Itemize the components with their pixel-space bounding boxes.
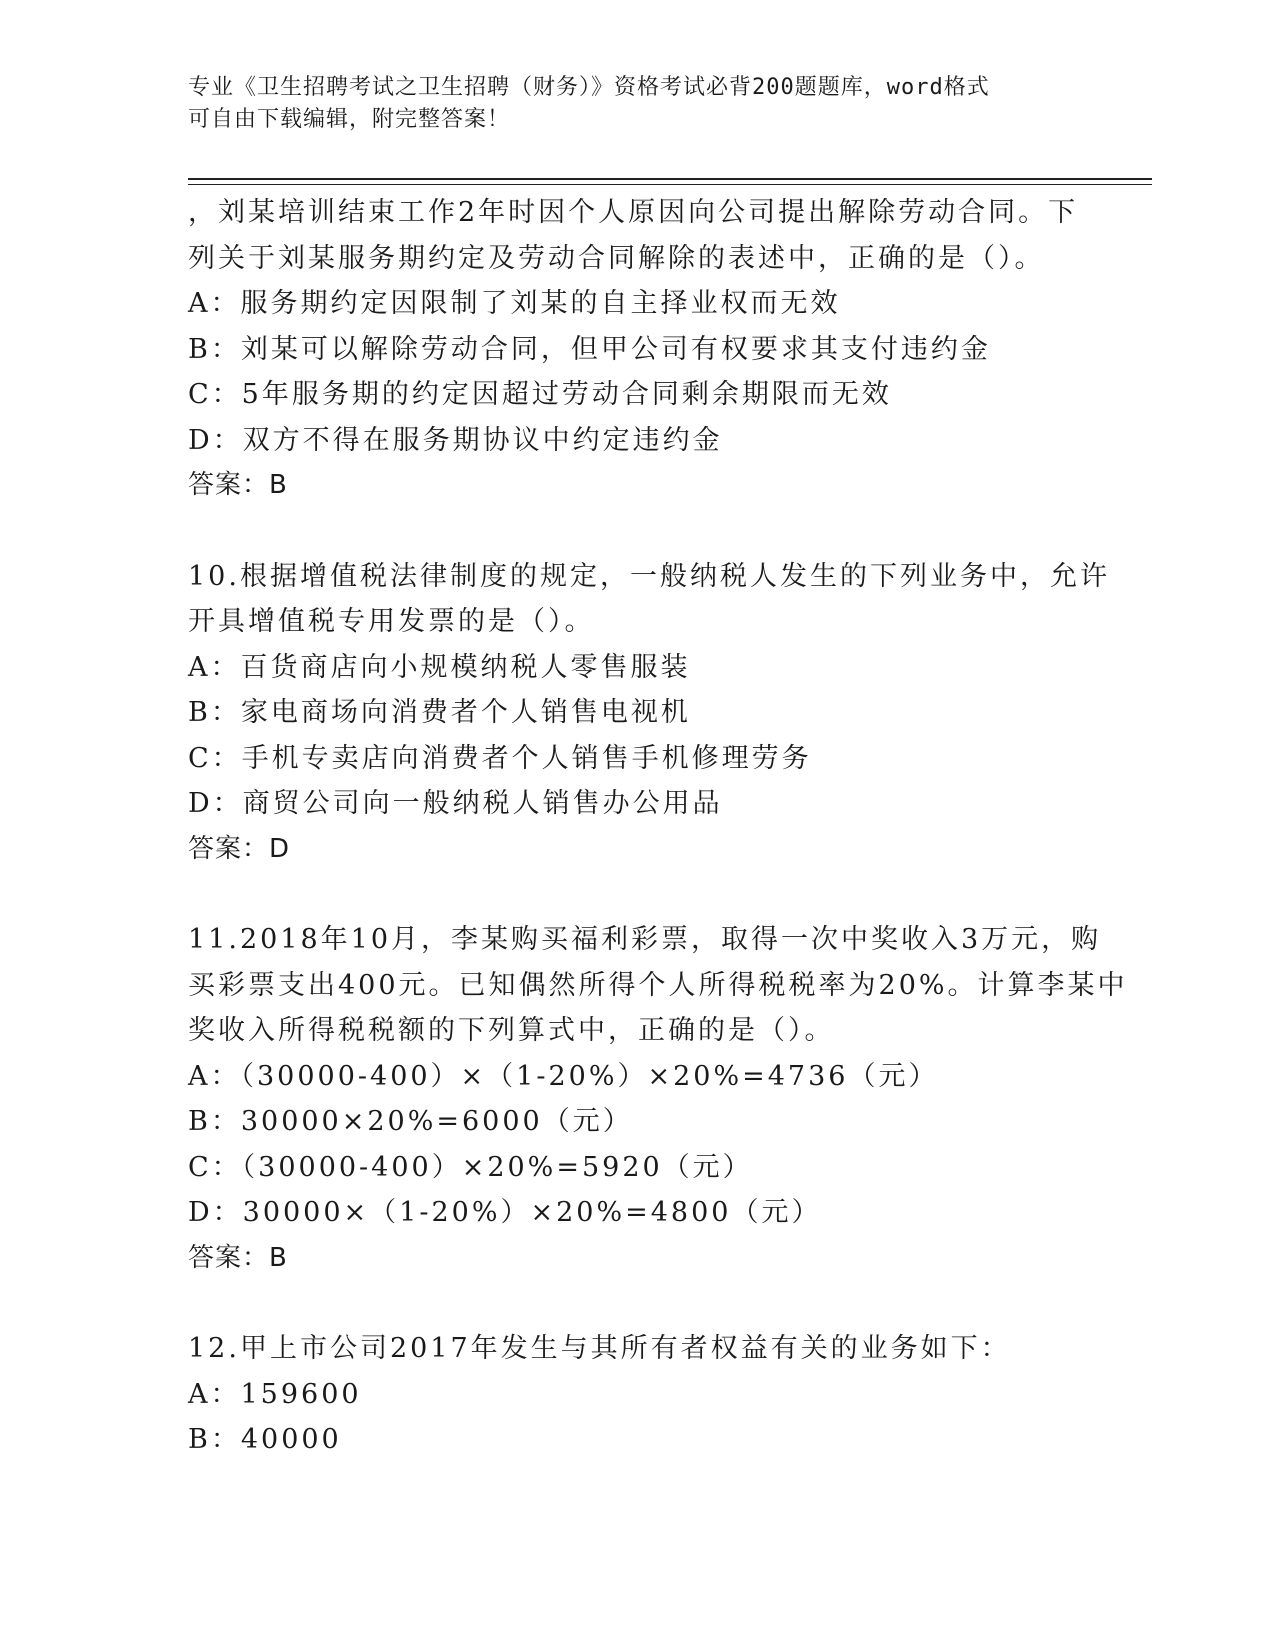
question-stem-line: 12.甲上市公司2017年发生与其所有者权益有关的业务如下：: [188, 1333, 1011, 1364]
question-stem-line: ，刘某培训结束工作2年时因个人原因向公司提出解除劳动合同。下: [188, 197, 1079, 228]
spacer: [188, 872, 1088, 917]
option-b: B：刘某可以解除劳动合同，但甲公司有权要求其支付违约金: [188, 333, 991, 365]
option-d: D：30000×（1-20%）×20%=4800（元）: [188, 1197, 822, 1228]
answer-line: 答案：B: [188, 470, 288, 500]
question-9: [188, 190, 1088, 509]
option-a: A：159600: [188, 1378, 362, 1410]
question-stem-line: 开具增值税专用发票的是（）。: [188, 606, 595, 637]
question-10: [188, 554, 1110, 873]
question-stem-line: 10.根据增值税法律制度的规定，一般纳税人发生的下列业务中，允许: [188, 560, 1110, 592]
header-divider-thin: [188, 184, 1152, 185]
option-a: A：（30000-400）×（1-20%）×20%=4736（元）: [188, 1060, 939, 1092]
question-11: [188, 917, 1128, 1281]
answer-line: 答案：D: [188, 833, 291, 864]
answer-line: 答案：B: [188, 1242, 288, 1273]
option-c: C：（30000-400）×20%=5920（元）: [188, 1151, 753, 1183]
question-stem-line: 奖收入所得税税额的下列算式中，正确的是（）。: [188, 1015, 835, 1046]
option-d: D：商贸公司向一般纳税人销售办公用品: [188, 788, 723, 819]
option-c: C：手机专卖店向消费者个人销售手机修理劳务: [188, 742, 812, 774]
option-b: B：40000: [188, 1424, 342, 1455]
question-12: [188, 1326, 1088, 1463]
document-header: [188, 72, 1068, 136]
option-a: A：服务期约定因限制了刘某的自主择业权而无效: [188, 288, 841, 319]
question-stem-line: 11.2018年10月，李某购买福利彩票，取得一次中奖收入3万元，购: [188, 924, 1102, 955]
question-content: [188, 190, 1128, 1463]
option-d: D：双方不得在服务期协议中约定违约金: [188, 424, 723, 456]
header-title-line-2: 可自由下载编辑，附完整答案！: [188, 107, 511, 132]
header-title-line-1: 专业《卫生招聘考试之卫生招聘（财务）》资格考试必背200题题库，word格式: [188, 75, 990, 100]
question-stem-line: 买彩票支出400元。已知偶然所得个人所得税税率为20%。计算李某中: [188, 969, 1128, 1001]
option-c: C：5年服务期的约定因超过劳动合同剩余期限而无效: [188, 379, 892, 410]
question-stem-line: 列关于刘某服务期约定及劳动合同解除的表述中，正确的是（）。: [188, 242, 1045, 274]
option-b: B：家电商场向消费者个人销售电视机: [188, 697, 691, 728]
option-b: B：30000×20%=6000（元）: [188, 1106, 633, 1137]
header-divider-thick: [188, 178, 1152, 180]
spacer: [188, 509, 1088, 554]
option-a: A：百货商店向小规模纳税人零售服装: [188, 651, 691, 683]
spacer: [188, 1281, 1088, 1326]
